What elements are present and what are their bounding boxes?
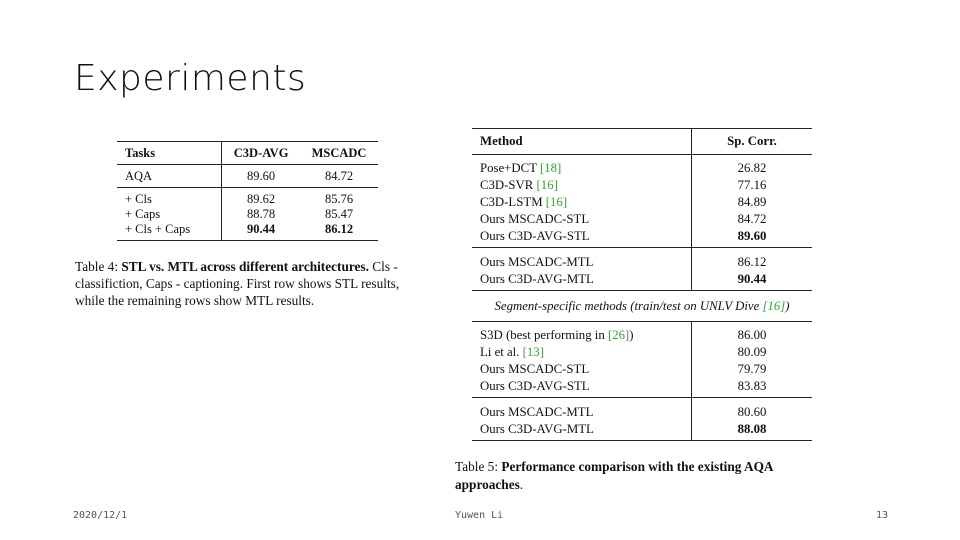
table-4-c3d-value: 89.60 (222, 165, 300, 188)
table-4-caption-text: Cls - classifiction, Caps - captioning. First row shows STL results, while the remaining rows show MTL results. (75, 259, 400, 308)
table-4-caption-bold: STL vs. MTL across different architectures. (121, 259, 369, 274)
table-row (117, 188, 378, 208)
table-5 (472, 128, 812, 441)
table-row (472, 227, 812, 248)
footer-author: Yuwen Li (455, 510, 504, 521)
table-4-header-row (117, 142, 378, 165)
table-row (472, 398, 812, 421)
citation-ref: [16] (762, 299, 786, 313)
table-5-value: 86.00 (692, 322, 813, 344)
table-row (472, 176, 812, 193)
citation-ref: [16] (536, 177, 558, 192)
table-4-task: + Cls (125, 192, 152, 206)
table-5-header-sp-corr: Sp. Corr. (692, 129, 813, 155)
table-5-header-method: Method (472, 129, 692, 155)
table-row (117, 207, 378, 222)
table-5-method: Ours MSCADC-STL (480, 361, 590, 376)
table-4 (117, 141, 378, 241)
table-row (472, 343, 812, 360)
table-4-c3d-value: 89.62 (222, 188, 300, 208)
table-row (472, 155, 812, 177)
table-5-header-row (472, 129, 812, 155)
table-5-method: C3D-SVR [16] (480, 177, 558, 192)
table-5-method: Ours C3D-AVG-STL (472, 377, 692, 398)
table-4-task: + Caps (125, 207, 161, 221)
table-4-mscadc-value: 85.47 (324, 207, 354, 221)
table-5-method: Ours MSCADC-MTL (480, 404, 594, 419)
table-5-caption (455, 458, 835, 494)
table-4-header-tasks: Tasks (117, 142, 222, 165)
table-4-task: AQA (117, 165, 222, 188)
citation-ref: [13] (522, 344, 544, 359)
table-5-method: Ours MSCADC-STL (480, 211, 590, 226)
table-row (472, 193, 812, 210)
table-row (472, 322, 812, 344)
table-row (472, 420, 812, 441)
table-4-task: + Cls + Caps (117, 222, 222, 241)
table-5-method: Pose+DCT [18] (480, 160, 562, 175)
slide-title: Experiments (74, 58, 307, 99)
table-row (472, 377, 812, 398)
table-5-method: Li et al. [13] (480, 344, 544, 359)
table-5-value: 79.79 (692, 360, 813, 377)
segment-heading-row (472, 291, 812, 322)
table-4-mscadc-value: 84.72 (300, 165, 378, 188)
citation-ref: [16] (545, 194, 568, 209)
table-5-value: 84.72 (692, 210, 813, 227)
table-row (472, 360, 812, 377)
table-4-header-mscadc: MSCADC (300, 142, 378, 165)
table-5-caption-label: Table 5: (455, 459, 499, 474)
table-5-value: 86.12 (692, 248, 813, 271)
citation-ref: [18] (539, 160, 562, 175)
table-5-value: 77.16 (692, 176, 813, 193)
table-5-value: 84.89 (692, 193, 813, 210)
footer-date: 2020/12/1 (73, 510, 128, 521)
table-5-method: Ours C3D-AVG-MTL (472, 420, 692, 441)
table-5-value: 89.60 (692, 227, 813, 248)
table-5-caption-bold: Performance comparison with the existing AQA approaches (455, 459, 773, 492)
table-row (117, 165, 378, 188)
table-row (472, 248, 812, 271)
table-4-mscadc-value: 86.12 (300, 222, 378, 241)
table-row (472, 210, 812, 227)
table-5-value: 90.44 (692, 270, 813, 291)
table-4-caption-label: Table 4: (75, 259, 119, 274)
table-5-method: S3D (best performing in [26]) (480, 327, 634, 342)
citation-ref: [26] (607, 327, 630, 342)
table-5-value: 80.09 (692, 343, 813, 360)
footer-page-number: 13 (876, 510, 889, 521)
table-5-value: 88.08 (692, 420, 813, 441)
table-5-method: Ours MSCADC-MTL (480, 254, 594, 269)
segment-heading: Segment-specific methods (train/test on UNLV Dive [16]) (472, 291, 812, 322)
table-row (117, 222, 378, 241)
table-row (472, 270, 812, 291)
table-5-method: Ours C3D-AVG-STL (472, 227, 692, 248)
table-5-value: 83.83 (692, 377, 813, 398)
table-5-method: C3D-LSTM [16] (480, 194, 568, 209)
table-5-value: 26.82 (692, 155, 813, 177)
table-5-caption-end: . (519, 477, 524, 492)
table-4-header-c3d-avg: C3D-AVG (222, 142, 300, 165)
table-4-caption (75, 258, 425, 309)
table-5-method: Ours C3D-AVG-MTL (472, 270, 692, 291)
table-4-c3d-value: 90.44 (222, 222, 300, 241)
table-4-mscadc-value: 85.76 (324, 192, 354, 206)
table-5-value: 80.60 (692, 398, 813, 421)
table-4-c3d-value: 88.78 (222, 207, 300, 222)
